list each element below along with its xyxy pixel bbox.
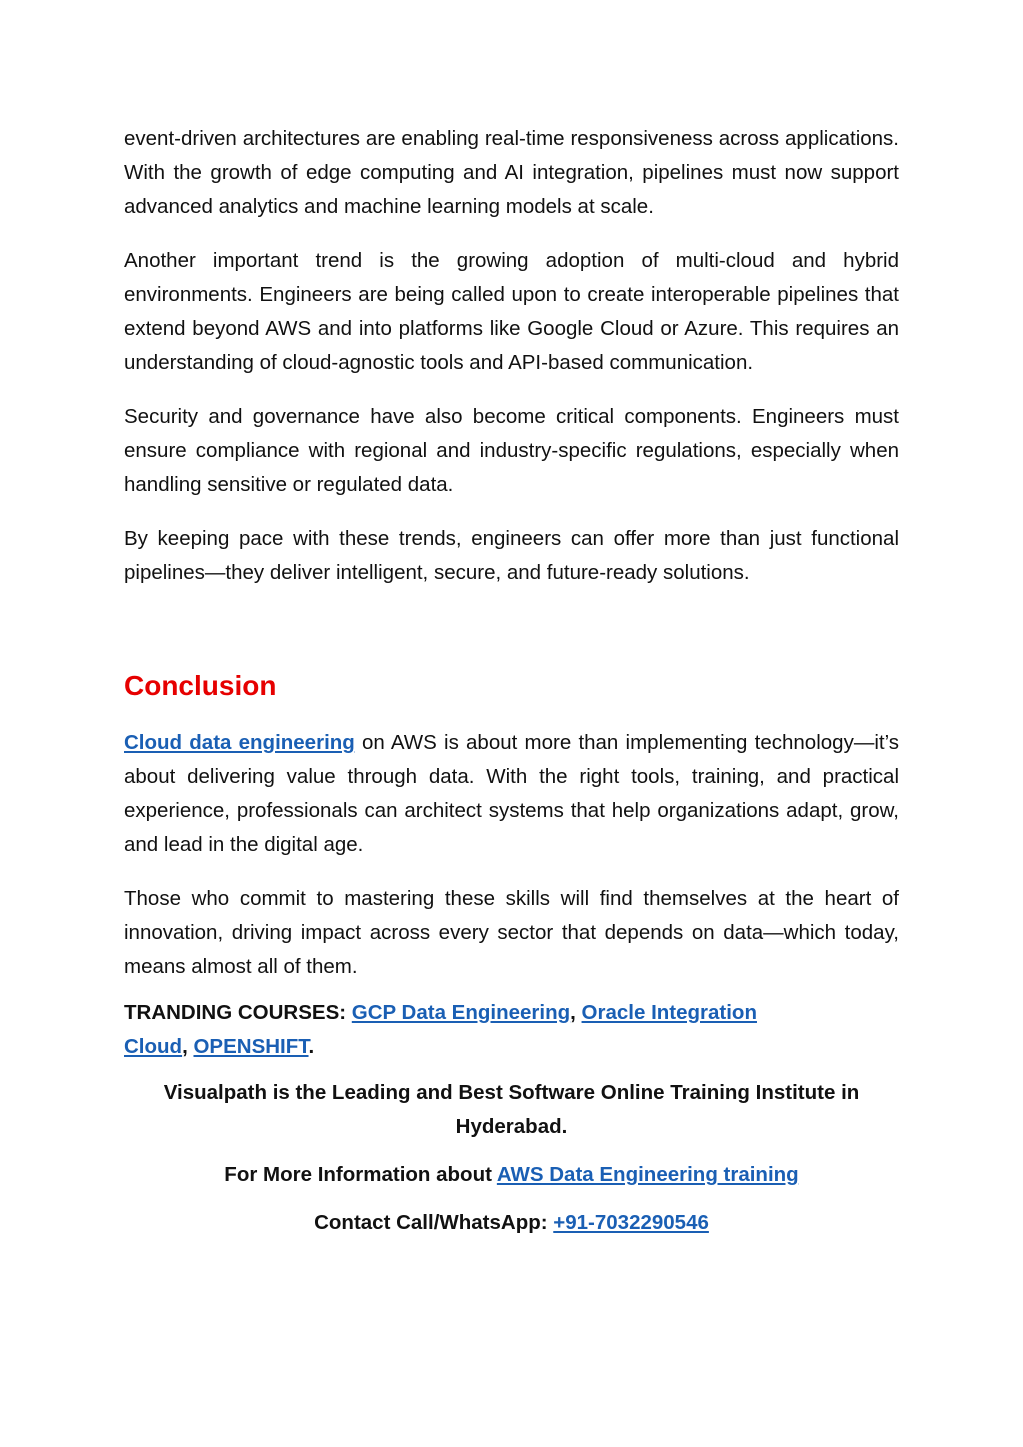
- conclusion-heading: Conclusion: [124, 670, 277, 701]
- paragraph-event-driven: event-driven architectures are enabling real-time responsiveness across applications. With the growth of edge computing and AI integration, pipelines must now support advanced analytics and machine learning models at scale.: [124, 127, 899, 218]
- more-information: [124, 1158, 899, 1192]
- document-page: [124, 122, 899, 1240]
- footer: [124, 1076, 899, 1240]
- paragraph-security: Security and governance have also become critical components. Engineers must ensure compliance with regional and industry-specific regulations, especially when handling sensitive or regulated data.: [124, 405, 899, 496]
- conclusion-paragraph-1-text: on AWS is about more than implementing technology—it’s about delivering value through data. With the right tools, training, and practical experience, professionals can architect systems that help organizations adapt, grow, and lead in the digital age.: [124, 731, 900, 856]
- oracle-integration-link-part1: Oracle Integration: [581, 1001, 757, 1024]
- gcp-data-engineering-link[interactable]: GCP Data Engineering: [351, 1001, 571, 1024]
- paragraph-multi-cloud: Another important trend is the growing adoption of multi-cloud and hybrid environments. Engineers are being called upon to create interoperable pipelines that extend beyond AWS and into platforms like Google Cloud or Azure. This requires an understanding of cloud-agnostic tools and API-based communication.: [124, 249, 899, 374]
- contact-label: Contact Call/WhatsApp:: [314, 1211, 554, 1234]
- aws-data-engineering-training-link[interactable]: AWS Data Engineering training: [496, 1163, 799, 1186]
- courses-end: .: [308, 1035, 315, 1058]
- trending-courses-label: TRANDING COURSES:: [124, 1001, 352, 1024]
- cloud-data-engineering-link[interactable]: Cloud data engineering: [124, 731, 355, 754]
- courses-separator-2: ,: [182, 1035, 194, 1058]
- phone-number-link[interactable]: +91-7032290546: [553, 1211, 709, 1234]
- institute-statement: Visualpath is the Leading and Best Software Online Training Institute in Hyderabad.: [163, 1081, 860, 1138]
- openshift-link[interactable]: OPENSHIFT: [193, 1035, 309, 1058]
- conclusion-paragraph-2: Those who commit to mastering these skills will find themselves at the heart of innovation, driving impact across every sector that depends on data—which today, means almost all of them.: [124, 887, 899, 978]
- paragraph-trends: By keeping pace with these trends, engineers can offer more than just functional pipelines—they deliver intelligent, secure, and future-ready solutions.: [124, 527, 899, 584]
- more-information-label: For More Information about: [224, 1163, 497, 1186]
- conclusion-paragraph-1: [124, 726, 899, 862]
- courses-separator-1: ,: [570, 1001, 582, 1024]
- trending-courses: [124, 996, 899, 1064]
- oracle-integration-link-part2: Cloud: [124, 1035, 183, 1058]
- contact-line: [124, 1206, 899, 1240]
